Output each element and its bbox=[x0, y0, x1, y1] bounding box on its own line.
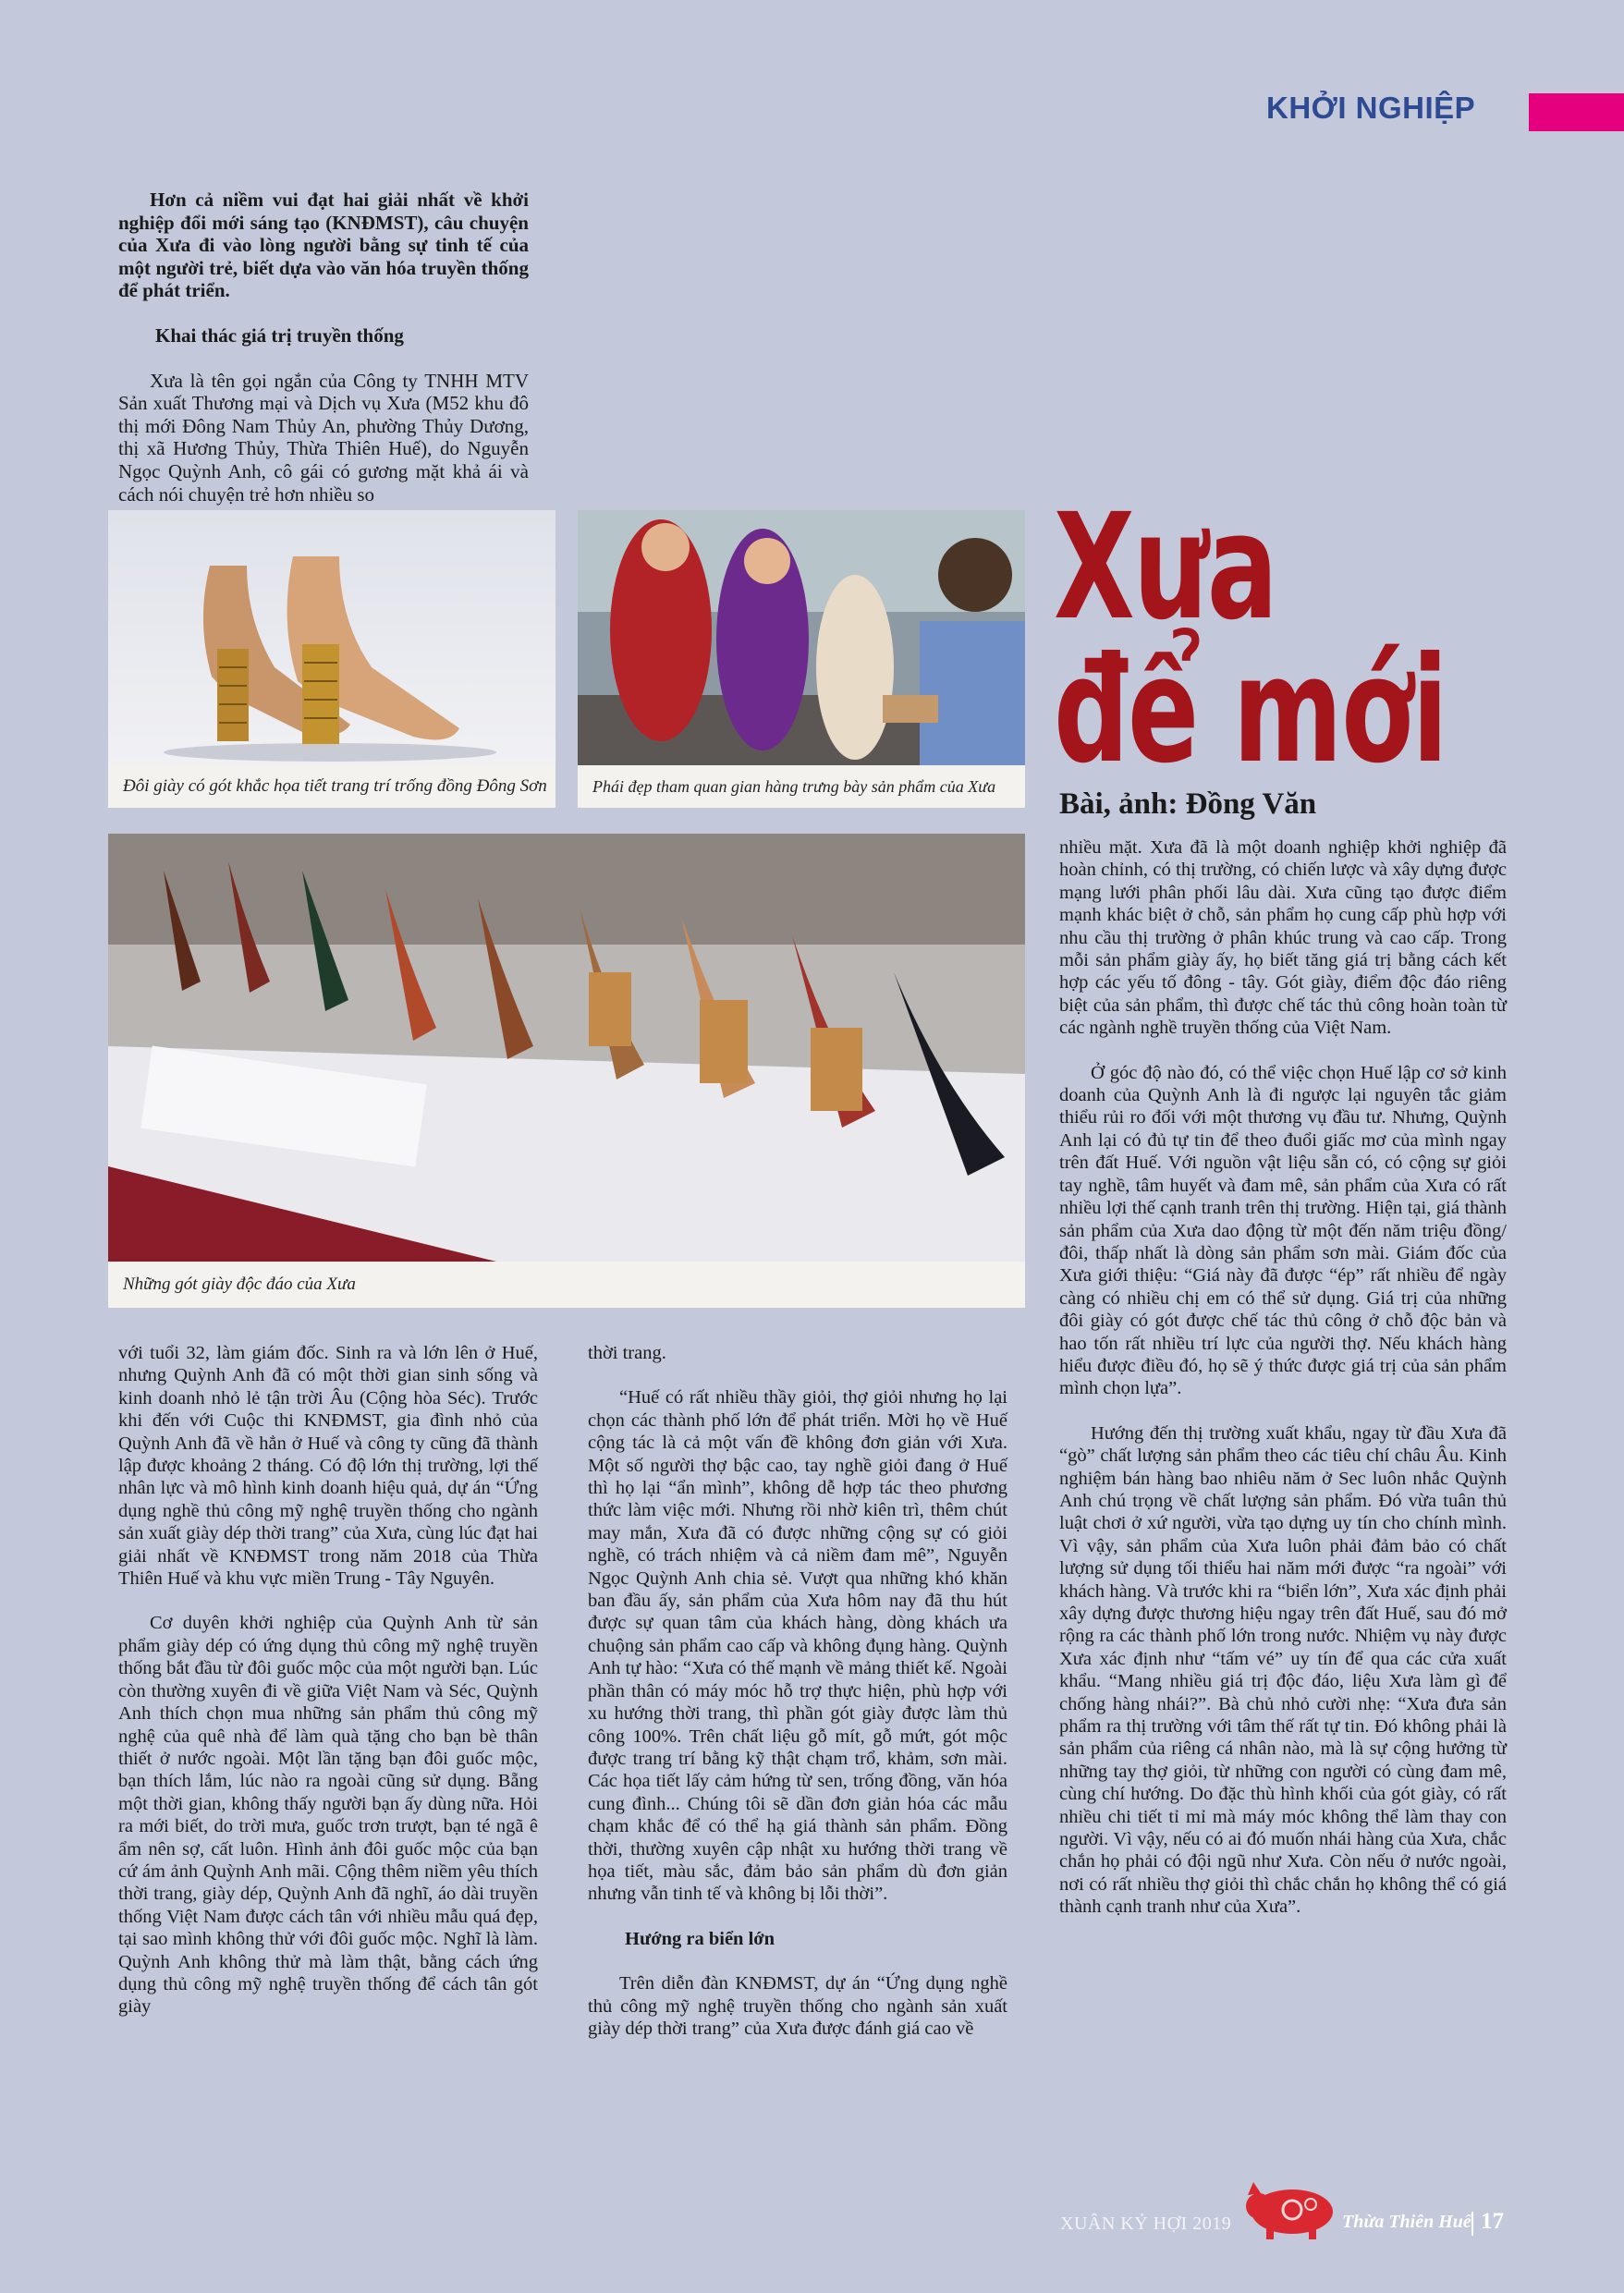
booth-illustration bbox=[578, 510, 1025, 765]
caption-photo2: Phái đẹp tham quan gian hàng trưng bày sản phẩm của Xưa bbox=[578, 765, 1025, 808]
body-column-3 bbox=[1059, 836, 1507, 1919]
photo-row-of-heels bbox=[108, 834, 1025, 1262]
col3-paragraph-2: Ở góc độ nào đó, có thể việc chọn Huế lập cơ sở kinh doanh của Quỳnh Anh là đi ngược lại nguyên tắc giảm thiểu rủi ro đối với một thương vụ đầu tư. Nhưng, Quỳnh Anh lại có đủ tự tin để theo đuổi giấc mơ của mình ngay trên đất Huế. Với nguồn vật liệu sẵn có, có cộng sự giỏi tay nghề, tâm huyết và đam mê, sản phẩm của Xưa có rất nhiều lợi thế cạnh tranh trên thị trường. Hiện tại, giá thành sản phẩm của Xưa dao động từ một đến năm triệu đồng/đôi, thấp nhất là dòng sản phẩm sơn mài. Giám đốc của Xưa giới thiệu: “Giá này đã được “ép” rất nhiều để ngày càng có nhiều chị em có thể sử dụng. Giá trị của những đôi giày có gót được chế tác thủ công ở chỗ độc bản và hao tốn rất nhiều trí lực của người thợ. Nếu khách hàng hiểu được điều đó, họ sẽ ý thức được giá trị của sản phẩm mình chọn lựa”. bbox=[1059, 1062, 1507, 1399]
section-accent-bar bbox=[1529, 93, 1624, 131]
col2-paragraph-2: “Huế có rất nhiều thầy giỏi, thợ giỏi nhưng họ lại chọn các thành phố lớn để phát triển. Mời họ về Huế cộng tác là cả một vấn đề không đơn giản với Xưa. Một số người thợ bậc cao, tay nghề giỏi đang ở Huế thì họ lại “ẩn mình”, không dễ hợp tác theo phương thức làm việc mới. Nhưng rồi nhờ kiên trì, thêm chút may mắn, Xưa đã có được những cộng sự có giỏi nghề, có trách nhiệm và cả niềm đam mê”, Nguyễn Ngọc Quỳnh Anh chia sẻ. Vượt qua những khó khăn ban đầu ấy, sản phẩm của Xưa hôm nay đã thu hút được sự quan tâm của khách hàng, dòng khách ưa chuộng sản phẩm cao cấp và không đụng hàng. Quỳnh Anh tự hào: “Xưa có thế mạnh về mảng thiết kế. Ngoài phần thân có máy móc hỗ trợ thực hiện, phù hợp với xu hướng thời trang, thì phần gót giày được làm thủ công 100%. Trên chất liệu gỗ mít, gỗ mứt, gót mộc được trang trí bằng kỹ thật chạm trổ, khảm, sơn mài. Các họa tiết lấy cảm hứng từ sen, trống đồng, văn hóa cung đình... Chúng tôi sẽ dần đơn giản hóa các mẫu chạm khắc để có thể hạ giá thành sản phẩm. Đồng thời, thường xuyên cập nhật xu hướng thời trang về họa tiết, màu sắc, đảm bảo sản phẩm dù đơn giản nhưng vẫn tinh tế và không bị lỗi thời”. bbox=[588, 1387, 1007, 1905]
heels-display-illustration bbox=[108, 834, 1025, 1262]
body-column-1 bbox=[118, 1342, 538, 2019]
col2-paragraph-3: Trên diễn đàn KNĐMST, dự án “Ứng dụng nghề thủ công mỹ nghệ truyền thống cho ngành sản xuất giày dép thời trang” của Xưa được đánh giá cao về bbox=[588, 1973, 1007, 2039]
footer-issue: XUÂN KỶ HỢI 2019 bbox=[1060, 2214, 1232, 2234]
subheading-tradition: Khai thác giá trị truyền thống bbox=[155, 323, 404, 347]
byline: Bài, ảnh: Đồng Văn bbox=[1059, 787, 1317, 821]
col1-paragraph-1: với tuổi 32, làm giám đốc. Sinh ra và lớn lên ở Huế, nhưng Quỳnh Anh đã có một thời gian sinh sống và kinh doanh nhỏ lẻ tận trời Âu (Cộng hòa Séc). Trước khi đến với Cuộc thi KNĐMST, gia đình nhỏ của Quỳnh Anh đã về hẳn ở Huế và công ty cũng đã thành lập được khoảng 2 tháng. Có độ lớn thị trường, lợi thế nhân lực và mô hình kinh doanh hiệu quả, dự án “Ứng dụng nghề thủ công mỹ nghệ truyền thống cho ngành sản xuất giày dép thời trang” của Xưa, cùng lúc đạt hai giải nhất về KNĐMST trong năm 2018 của Thừa Thiên Huế và khu vực miền Trung - Tây Nguyên. bbox=[118, 1343, 538, 1590]
headline-line2: để mới bbox=[1054, 626, 1447, 796]
lead-paragraph: Hơn cả niềm vui đạt hai giải nhất về khởi nghiệp đổi mới sáng tạo (KNĐMST), câu chuyện của Xưa đi vào lòng người bằng sự tinh tế của một người trẻ, biết dựa vào văn hóa truyền thống để phát triển. bbox=[118, 189, 529, 302]
footer-separator bbox=[1471, 2212, 1473, 2236]
caption-photo1: Đôi giày có gót khắc họa tiết trang trí trống đồng Đông Sơn bbox=[108, 765, 556, 808]
subheading-big-sea: Hướng ra biển lớn bbox=[625, 1928, 775, 1949]
intro-body-paragraph: Xưa là tên gọi ngắn của Công ty TNHH MTV Sản xuất Thương mại và Dịch vụ Xưa (M52 khu đô thị mới Đông Nam Thủy An, phường Thủy Dương, thị xã Hương Thủy, Thừa Thiên Huế), do Nguyễn Ngọc Quỳnh Anh, cô gái có gương mặt khả ái và cách nói chuyện trẻ hơn nhiều so bbox=[118, 369, 529, 506]
headline-line1: Xưa bbox=[1054, 482, 1277, 653]
intro-column bbox=[118, 189, 529, 510]
shoe-illustration bbox=[108, 510, 556, 765]
col2-paragraph-1: thời trang. bbox=[588, 1343, 666, 1363]
footer-brand: Thừa Thiên Huế bbox=[1342, 2212, 1471, 2232]
body-column-2 bbox=[588, 1342, 1007, 2040]
photo-carved-heel-shoes bbox=[108, 510, 556, 765]
col3-paragraph-1: nhiều mặt. Xưa đã là một doanh nghiệp khởi nghiệp đã hoàn chỉnh, có thị trường, có chiến lược và xây dựng được mạng lưới phân phối lâu dài. Xưa cũng tạo được điểm mạnh khác biệt ở chỗ, sản phẩm họ cung cấp phù hợp với nhu cầu thị trường ở phân khúc trung và cao cấp. Trong mỗi sản phẩm giày ấy, họ biết tăng giá trị bằng cách kết hợp các yếu tố đông - tây. Gót giày, điểm độc đáo riêng biệt của sản phẩm, thì được chế tác thủ công hoàn toàn từ các ngành nghề truyền thống của Việt Nam. bbox=[1059, 837, 1507, 1039]
pig-logo-icon bbox=[1239, 2177, 1340, 2241]
col1-paragraph-2: Cơ duyên khởi nghiệp của Quỳnh Anh từ sản phẩm giày dép có ứng dụng thủ công mỹ nghệ truyền thống bắt đầu từ đôi guốc mộc của một người bạn. Lúc còn thường xuyên đi về giữa Việt Nam và Séc, Quỳnh Anh thích chọn mua những sản phẩm thủ công mỹ nghệ của quê nhà để làm quà tặng cho bạn bè thân thiết ở nước ngoài. Một lần tặng bạn đôi guốc mộc, bạn thích lắm, lúc nào ra ngoài cũng sử dụng. Bẵng một thời gian, không thấy người bạn ấy dùng nữa. Hỏi ra mới biết, do trời mưa, guốc trơn trượt, bạn té ngã ê ẩm nên sợ, cất luôn. Hình ảnh đôi guốc mộc của bạn cứ ám ảnh Quỳnh Anh mãi. Cộng thêm niềm yêu thích thời trang, giày dép, Quỳnh Anh đã nghĩ, áo dài truyền thống Việt Nam được cách tân với nhiều mẫu quá đẹp, tại sao mình không thử với đôi guốc mộc. Nghĩ là làm. Quỳnh Anh không thử mà làm thật, bằng cách ứng dụng thủ công mỹ nghệ truyền thống để cách tân gót giày bbox=[118, 1613, 538, 2018]
col3-paragraph-3: Hướng đến thị trường xuất khẩu, ngay từ đầu Xưa đã “gò” chất lượng sản phẩm theo các tiêu chí châu Âu. Kinh nghiệm bán hàng bao nhiêu năm ở Sec luôn nhắc Quỳnh Anh chú trọng về chất lượng sản phẩm. Đó vừa tuân thủ luật chơi ở xứ người, vừa tạo dựng uy tín cho chính mình. Vì vậy, sản phẩm của Xưa luôn phải đảm bảo có chất lượng sử dụng tối thiểu hai năm mới được “ra ngoài” với khách hàng. Và trước khi ra “biển lớn”, Xưa xác định phải xây dựng được thương hiệu ngay trên đất Huế, sau đó mở rộng ra các thành phố lớn trong nước. Nhiệm vụ này được Xưa xác định như “tấm vé” uy tín để qua các cửa xuất khẩu. “Mang nhiều giá trị độc đáo, liệu Xưa làm gì để chống hàng nhái?”. Bà chủ nhỏ cười nhẹ: “Xưa đưa sản phẩm ra thị trường với tâm thế rất tự tin. Đó không phải là sản phẩm của riêng cá nhân nào, mà là sự cộng hưởng từ những tay thợ giỏi, từ những con người có cùng đam mê, cùng chí hướng. Do đặc thù hình khối của gót giày, có rất nhiều chi tiết tỉ mỉ mà máy móc không thể làm thay con người. Vì vậy, nếu có ai đó muốn nhái hàng của Xưa, chắc chắn họ phải có đội ngũ như Xưa. Còn nếu ở nước ngoài, nơi có rất nhiều thợ giỏi thì chắc chắn họ không thể có giá thành cạnh tranh như của Xưa”. bbox=[1059, 1422, 1507, 1918]
photo-visitors-at-booth bbox=[578, 510, 1025, 765]
page-number: 17 bbox=[1481, 2209, 1504, 2234]
caption-photo3: Những gót giày độc đáo của Xưa bbox=[108, 1262, 1025, 1308]
section-label: KHỞI NGHIỆP bbox=[1266, 91, 1476, 125]
